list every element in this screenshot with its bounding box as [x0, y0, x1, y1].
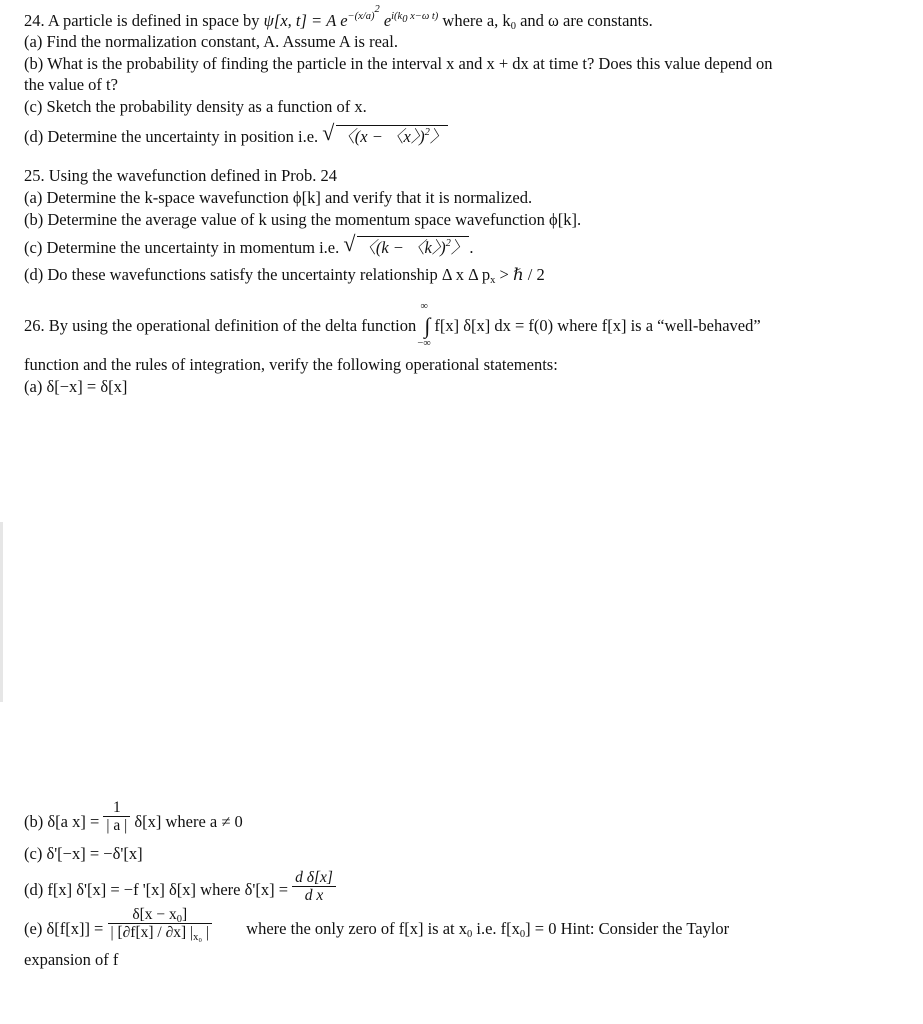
p24-constants: where a, k [438, 11, 511, 30]
p24-part-d: (d) Determine the uncertainty in position i.e. √ 〈(x − 〈x〉)$^2$〉 [24, 120, 447, 146]
p24-psi-expression: ψ[x, t] = A $e^{-(x/a)^2}$ $e^{i(k_0 x-\omega t)}$ [263, 4, 439, 30]
p26-part-c: (c) δ'[−x] = −δ'[x] [24, 844, 143, 863]
sqrt-expression: √ 〈(x − 〈x〉)$^2$〉 [322, 120, 447, 146]
p25-part-c: (c) Determine the uncertainty in momentum i.e. √ 〈(k − 〈k〉)$^2$〉 . [24, 231, 474, 257]
p25-title: 25. Using the wavefunction defined in Prob. 24 [24, 166, 337, 185]
fraction: $\frac{\delta[x - x_0]}{| [\partial f[x] / \partial x] |_{x_0} |}$ [108, 906, 213, 942]
p25-part-b: (b) Determine the average value of k using the momentum space wavefunction ϕ[k]. [24, 210, 582, 229]
p26-intro-line: 26. By using the operational definition of the delta function ∞ ∫ −∞ f[x] δ[x] dx = f(0) where f[x] is a “well-behaved” [24, 301, 761, 349]
p24-part-a: (a) Find the normalization constant, A. Assume A is real. [24, 32, 398, 51]
sqrt-expression: √ 〈(k − 〈k〉)$^2$〉 [343, 231, 468, 257]
fraction: $\frac{1}{| a |}$ [103, 799, 130, 835]
p26-line2: function and the rules of integration, verify the following operational statements: [24, 355, 558, 374]
p26-part-e: (e) δ[f[x]] = $\frac{\delta[x - x_0]}{| [\partial f[x] / \partial x] |_{x_0} |}$ where the only zero of f[x] is at $x_0$ i.e. $f[x_0] = 0$ Hint: Consider the Taylor [24, 906, 730, 943]
fraction: $\frac{\text{d δ[x]}}{\text{d x}}$ [292, 869, 336, 905]
p24-intro: 24. A particle is defined in space by [24, 11, 260, 30]
page-edge-mark [0, 522, 3, 702]
p25-part-d: (d) Do these wavefunctions satisfy the uncertainty relationship Δ x Δ $p_x$ > ℏ / 2 [24, 265, 545, 286]
p26-part-d: (d) f[x] δ'[x] = −f '[x] δ[x] where δ'[x] = $\frac{\text{d δ[x]}}{\text{d x}}$ [24, 873, 336, 909]
p26-part-a: (a) δ[−x] = δ[x] [24, 377, 128, 396]
p24-title-line: 24. A particle is defined in space by ψ[x, t] = A $e^{-(x/a)^2}$ $e^{i(k_0 x-\omega t)}$ where a, $k_0$ and ω are constants. [24, 4, 653, 32]
p26-part-b: (b) δ[a x] = $\frac{1}{| a |}$ δ[x] where a ≠ 0 [24, 799, 243, 834]
p25-part-a: (a) Determine the k-space wavefunction ϕ[k] and verify that it is normalized. [24, 188, 533, 207]
p26-part-e-line2: expansion of f [24, 950, 119, 969]
p24-part-b-line1: (b) What is the probability of finding the particle in the interval x and x + dx at time t? Does this value depend on [24, 54, 773, 73]
integral-sign: ∞ ∫ −∞ [417, 301, 431, 349]
p24-part-b-line2: the value of t? [24, 75, 118, 94]
p24-part-c: (c) Sketch the probability density as a function of x. [24, 97, 367, 116]
